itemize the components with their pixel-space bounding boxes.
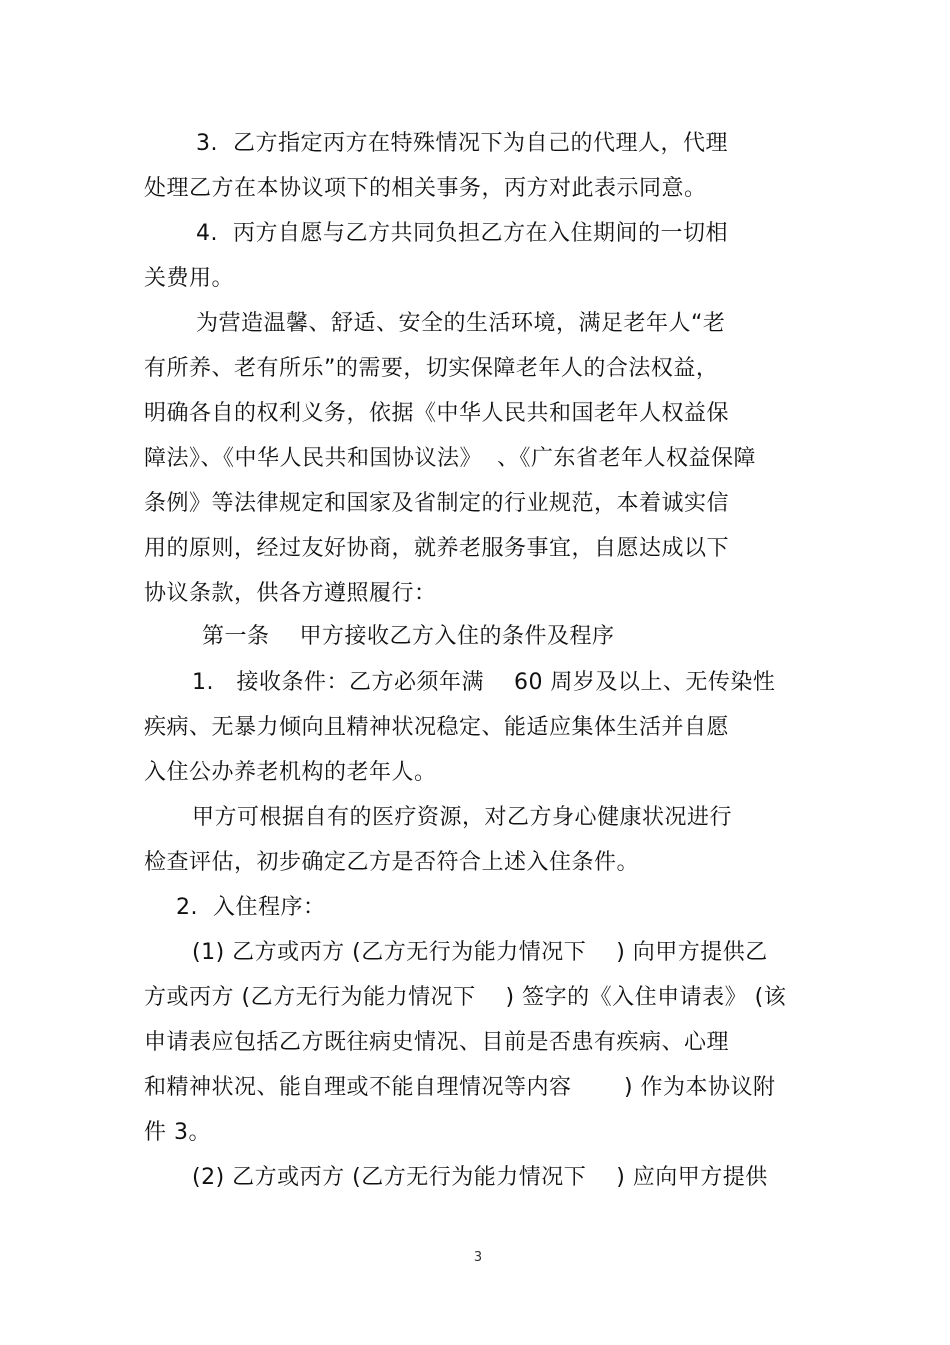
paragraph-line-17: 检查评估，初步确定乙方是否符合上述入住条件。 [144, 850, 640, 875]
paragraph-line-5: 为营造温馨、舒适、安全的生活环境，满足老年人“老 [196, 311, 726, 336]
page-number: 3 [473, 1250, 483, 1265]
paragraph-line-23: 件 3。 [144, 1120, 211, 1145]
paragraph-line-8: 障法》、《中华人民共和国协议法》 、《广东省老年人权益保障 [144, 446, 756, 471]
paragraph-line-20: 方或丙方 (乙方无行为能力情况下 ) 签字的《入住申请表》 (该 [144, 985, 787, 1010]
paragraph-line-4: 关费用。 [144, 266, 235, 291]
paragraph-line-6: 有所养、老有所乐”的需要，切实保障老年人的合法权益， [144, 356, 719, 381]
paragraph-line-14: 疾病、无暴力倾向且精神状况稳定、能适应集体生活并自愿 [144, 715, 730, 740]
paragraph-line-24: (2) 乙方或丙方 (乙方无行为能力情况下 ) 应向甲方提供 [192, 1165, 768, 1190]
paragraph-line-3: 4. 丙方自愿与乙方共同负担乙方在入住期间的一切相 [196, 221, 728, 246]
article-heading: 第一条 甲方接收乙方入住的条件及程序 [202, 624, 615, 649]
paragraph-line-9: 条例》等法律规定和国家及省制定的行业规范，本着诚实信 [144, 491, 730, 516]
paragraph-line-10: 用的原则，经过友好协商，就养老服务事宜，自愿达成以下 [144, 536, 730, 561]
paragraph-line-16: 甲方可根据自有的医疗资源，对乙方身心健康状况进行 [192, 805, 733, 830]
paragraph-line-13: 1. 接收条件：乙方必须年满 60 周岁及以上、无传染性 [192, 670, 776, 695]
paragraph-line-1: 3. 乙方指定丙方在特殊情况下为自己的代理人，代理 [196, 131, 728, 156]
paragraph-line-11: 协议条款，供各方遵照履行： [144, 581, 437, 606]
paragraph-line-2: 处理乙方在本协议项下的相关事务，丙方对此表示同意。 [144, 176, 707, 201]
paragraph-line-18: 2. 入住程序： [176, 895, 326, 920]
paragraph-line-15: 入住公办养老机构的老年人。 [144, 760, 437, 785]
paragraph-line-22: 和精神状况、能自理或不能自理情况等内容 ) 作为本协议附 [144, 1075, 776, 1100]
paragraph-line-19: (1) 乙方或丙方 (乙方无行为能力情况下 ) 向甲方提供乙 [192, 940, 768, 965]
paragraph-line-7: 明确各自的权利义务，依据《中华人民共和国老年人权益保 [144, 401, 730, 426]
paragraph-line-21: 申请表应包括乙方既往病史情况、目前是否患有疾病、心理 [144, 1030, 730, 1055]
